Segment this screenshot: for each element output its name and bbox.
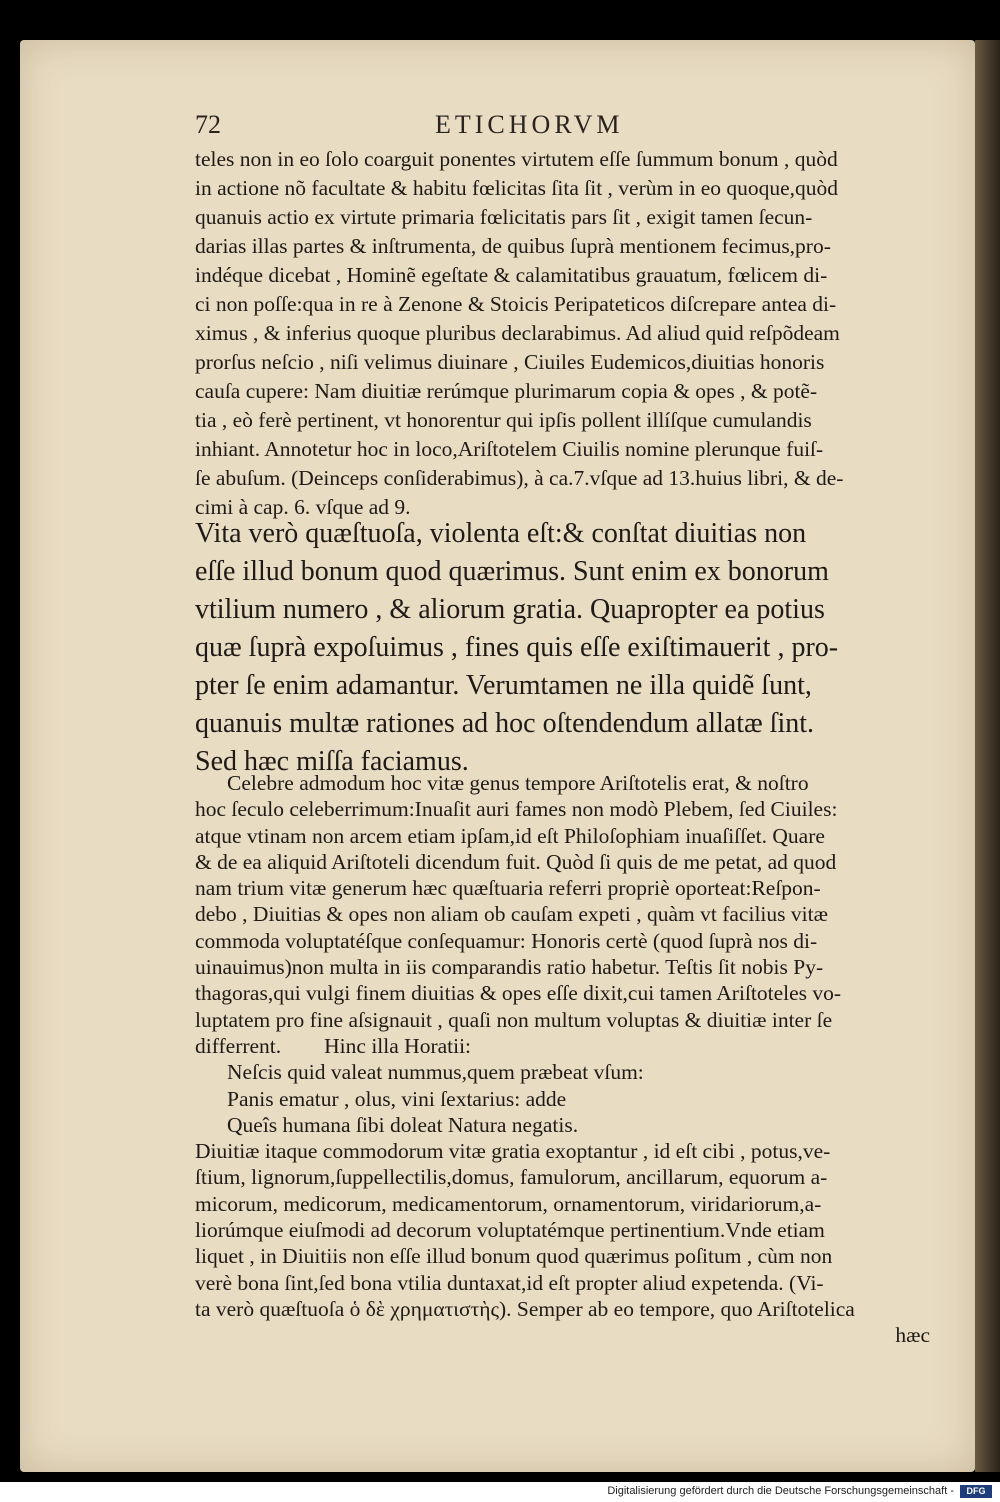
dfg-logo: DFG — [960, 1485, 992, 1498]
text-line: teles non in eo ſolo coarguit ponentes virtutem eſſe ſummum bonum , quòd — [195, 147, 838, 171]
text-line: ci non poſſe:qua in re à Zenone & Stoicis Peripateticos diſcrepare antea di- — [195, 292, 837, 316]
text-line: in actione nõ facultate & habitu fœlicitas ſita ſit , verùm in eo quoque,quòd — [195, 176, 839, 200]
text-line: tia , eò ferè pertinent, vt honorentur qui ipſis pollent illíſque cumulandis — [195, 408, 812, 432]
text-line: differrent. Hinc illa Horatii: — [195, 1033, 472, 1058]
text-line: cauſa cupere: Nam diuitiæ rerúmque plurimarum copia & opes , & potẽ- — [195, 379, 818, 403]
lemma-line: quæ ſuprà expoſuimus , fines quis eſſe exiſtimauerit , pro- — [195, 632, 839, 663]
footer-credit: Digitalisierung gefördert durch die Deutsche Forschungsgemeinschaft - — [607, 1485, 954, 1497]
text-line: prorſus neſcio , niſi velimus diuinare , Ciuiles Eudemicos,diuitias honoris — [195, 350, 825, 374]
verse-line: Queîs humana ſibi doleat Natura negatis. — [227, 1112, 579, 1137]
running-head — [175, 110, 955, 150]
catchword: hæc — [895, 1323, 930, 1348]
commentary-block-1 — [195, 145, 945, 522]
page-number: 72 — [195, 110, 221, 139]
text-line: liquet , in Diuitiis non eſſe illud bonum quod quærimus poſitum , cùm non — [195, 1244, 833, 1269]
running-title: ETICHORVM — [435, 110, 624, 139]
commentary-block-2 — [195, 770, 945, 1349]
text-line: thagoras,qui vulgi finem diuitias & opes eſſe dixit,cui tamen Ariſtoteles vo- — [195, 981, 842, 1006]
text-line: liorúmque eiuſmodi ad decorum voluptatémque pertinentium.Vnde etiam — [195, 1218, 825, 1243]
lemma-line: pter ſe enim adamantur. Verumtamen ne illa quidẽ ſunt, — [195, 670, 812, 701]
text-line: Diuitiæ itaque commodorum vitæ gratia exoptantur , id eſt cibi , potus,ve- — [195, 1139, 831, 1164]
text-line: ximus , & inferius quoque pluribus declarabimus. Ad aliud quid reſpõdeam — [195, 321, 840, 345]
lemma-line: quanuis multæ rationes ad hoc oſtendendum allatæ ſint. — [195, 708, 815, 739]
verse-line: Neſcis quid valeat nummus,quem præbeat vſum: — [227, 1060, 644, 1085]
text-line: quanuis actio ex virtute primaria fœlicitatis pars ſit , exigit tamen ſecun- — [195, 205, 813, 229]
text-line: darias illas partes & inſtrumenta, de quibus ſuprà mentionem fecimus,pro- — [195, 234, 831, 258]
text-line: atque vtinam non arcem etiam ipſam,id eſt Philoſophiam inuaſiſſet. Quare — [195, 823, 825, 848]
digitization-footer — [0, 1482, 1000, 1502]
verse-line: Panis ematur , olus, vini ſextarius: adde — [227, 1086, 567, 1111]
text-line: & de ea aliquid Ariſtoteli dicendum fuit. Quòd ſi quis de me petat, ad quod — [195, 849, 837, 874]
text-line: commoda voluptatéſque conſequamur: Honoris certè (quod ſuprà nos di- — [195, 928, 818, 953]
book-binding-edge — [975, 40, 1000, 1472]
text-line: inhiant. Annotetur hoc in loco,Ariſtotelem Ciuilis nomine plerunque fuiſ- — [195, 437, 824, 461]
text-line: uinauimus)non multa in iis comparandis ratio habetur. Teſtis ſit nobis Py- — [195, 955, 824, 980]
text-line: luptatem pro fine aſsignauit , quaſi non multum voluptas & diuitiæ inter ſe — [195, 1007, 833, 1032]
lemma-line: Vita verò quæſtuoſa, violenta eſt:& conſtat diuitias non — [195, 518, 807, 549]
text-line: ſtium, lignorum,ſuppellectilis,domus, famulorum, ancillarum, equorum a- — [195, 1165, 828, 1190]
text-line: cimi à cap. 6. vſque ad 9. — [195, 495, 411, 519]
text-line: indéque dicebat , Hominẽ egeſtate & calamitatibus grauatum, fœlicem di- — [195, 263, 828, 287]
lemma-line: Sed hæc miſſa faciamus. — [195, 746, 469, 777]
aristotle-lemma — [195, 515, 945, 781]
text-line: Celebre admodum hoc vitæ genus tempore Ariſtotelis erat, & noſtro — [227, 771, 809, 795]
lemma-line: vtilium numero , & aliorum gratia. Quapropter ea potius — [195, 594, 825, 625]
text-line: micorum, medicorum, medicamentorum, ornamentorum, viridariorum,a- — [195, 1191, 822, 1216]
text-line: hoc ſeculo celeberrimum:Inuaſit auri fames non modò Plebem, ſed Ciuiles: — [195, 797, 838, 822]
text-line: nam trium vitæ generum hæc quæſtuaria referri propriè oporteat:Reſpon- — [195, 876, 821, 901]
text-line: verè bona ſint,ſed bona vtilia duntaxat,id eſt propter aliud expetenda. (Vi- — [195, 1270, 824, 1295]
text-line: ſe abuſum. (Deinceps conſiderabimus), à ca.7.vſque ad 13.huius libri, & de- — [195, 466, 844, 490]
text-line: ta verò quæſtuoſa ὁ δὲ χρηματιστὴς). Semper ab eo tempore, quo Ariſtotelica — [195, 1296, 855, 1321]
lemma-line: eſſe illud bonum quod quærimus. Sunt enim ex bonorum — [195, 556, 829, 587]
text-line: debo , Diuitias & opes non aliam ob cauſam expeti , quàm vt facilius vitæ — [195, 902, 828, 927]
